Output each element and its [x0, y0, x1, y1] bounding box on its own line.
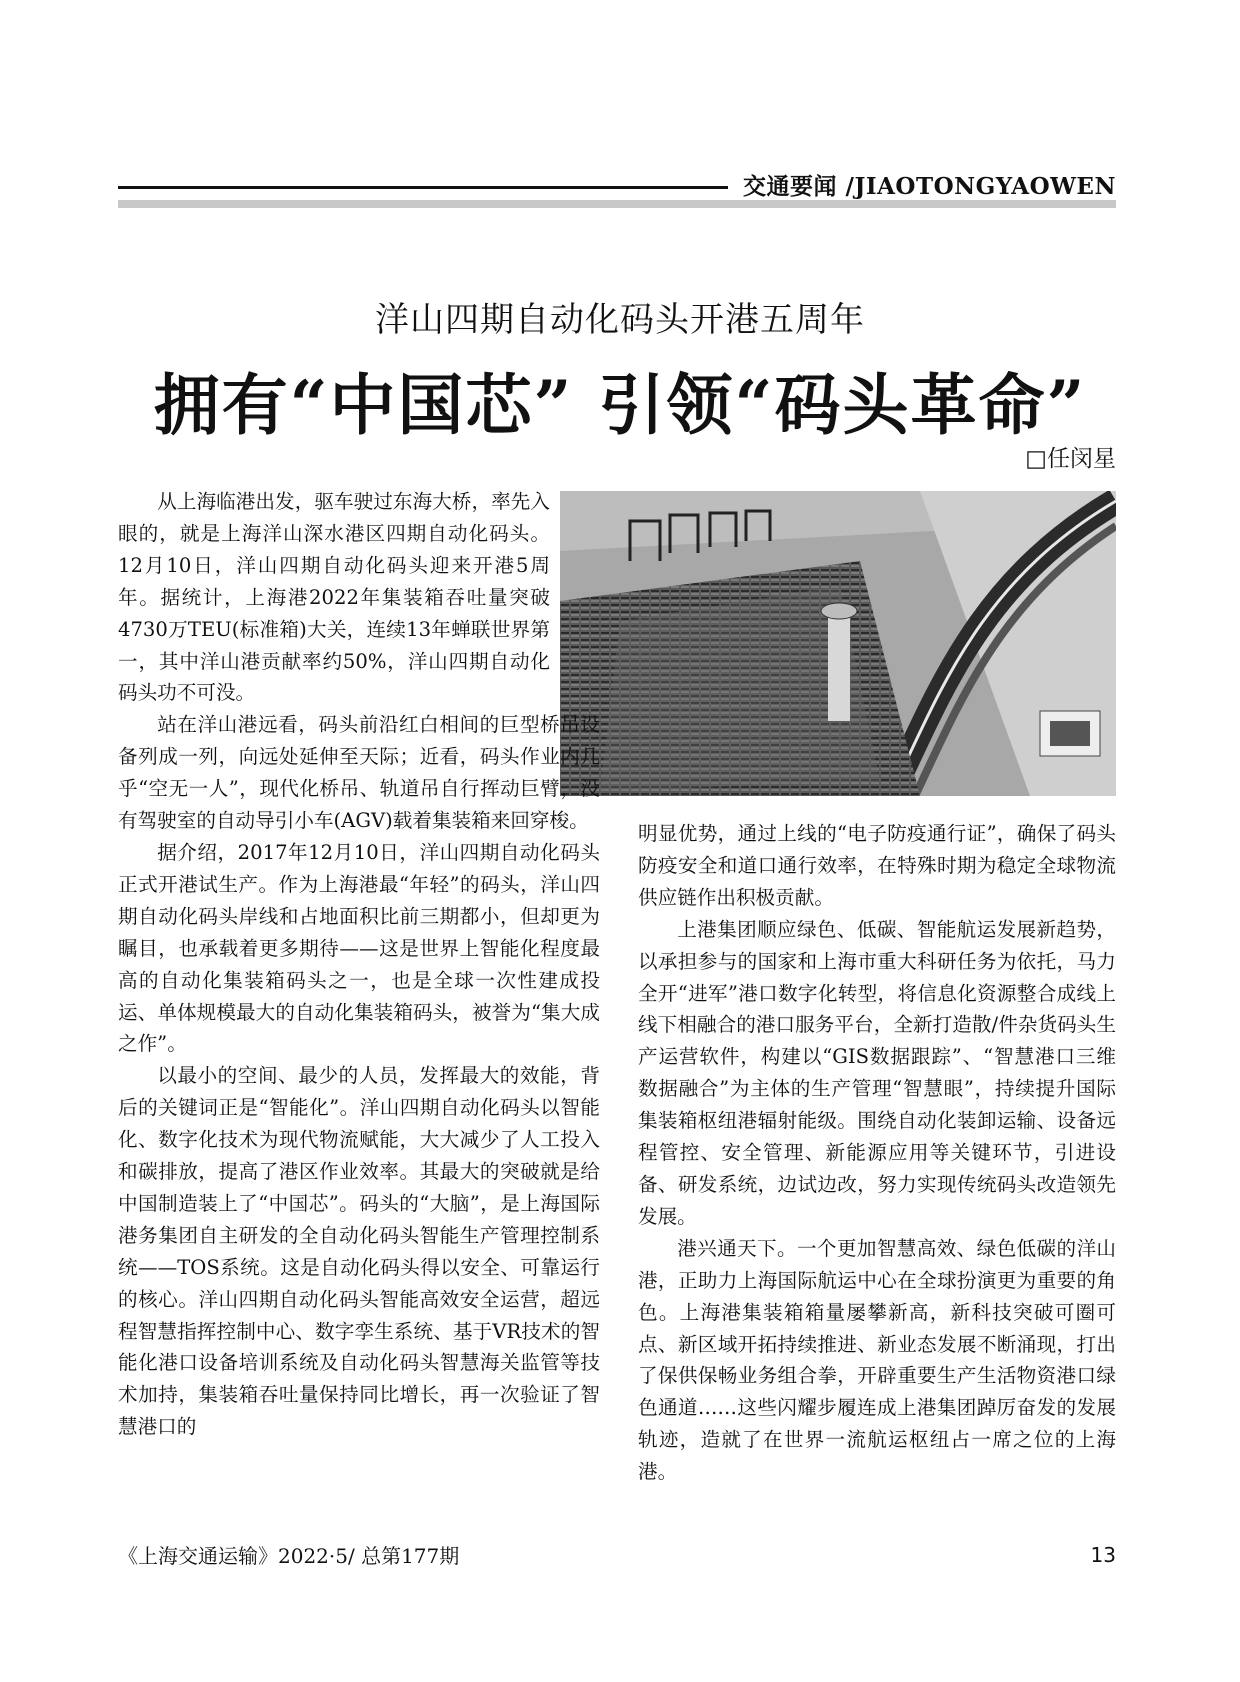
article-subtitle: 洋山四期自动化码头开港五周年: [375, 300, 865, 340]
page-number: 13: [1090, 1543, 1116, 1567]
port-aerial-photo: [560, 491, 1116, 796]
port-photo-illustration: [560, 491, 1116, 796]
paragraph-3: 据介绍，2017年12月10日，洋山四期自动化码头正式开港试生产。作为上海港最“年轻”的码头，洋山四期自动化码头岸线和占地面积比前三期都小，但却更为瞩目，也承载着更多期待——这是世界上智能化程度最高的自动化集装箱码头之一，也是全球一次性建成投运、单体规模最大的自动化集装箱码头，被誉为“集大成之作”。: [118, 840, 600, 1056]
journal-citation: 《上海交通运输》2022·5/ 总第177期: [118, 1544, 460, 1568]
paragraph-6: 港兴通天下。一个更加智慧高效、绿色低碳的洋山港，正助力上海国际航运中心在全球扮演更为重要的角色。上海港集装箱箱量屡攀新高，新科技突破可圈可点、新区域开拓持续推进、新业态发展不断涌现，打出了保供保畅业务组合拳，开辟重要生产生活物资港口绿色通道……这些闪耀步履连成上港集团踔厉奋发的发展轨迹，造就了在世界一流航运枢纽占一席之位的上海港。: [638, 1236, 1116, 1484]
paragraph-1: 从上海临港出发，驱车驶过东海大桥，率先入眼的，就是上海洋山深水港区四期自动化码头。12月10日，洋山四期自动化码头迎来开港5周年。据统计，上海港2022年集装箱吞吐量突破4730万TEU(标准箱)大关，连续13年蝉联世界第一，其中洋山港贡献率约50%，洋山四期自动化码头功不可没。: [118, 490, 550, 705]
paragraph-4: 以最小的空间、最少的人员，发挥最大的效能，背后的关键词正是“智能化”。洋山四期自动化码头以智能化、数字化技术为现代物流赋能，大大减少了人工投入和碳排放，提高了港区作业效率。其最大的突破就是给中国制造装上了“中国芯”。码头的“大脑”，是上海国际港务集团自主研发的全自动化码头智能生产管理控制系统——TOS系统。这是自动化码头得以安全、可靠运行的核心。洋山四期自动化码头智能高效安全运营，超远程智慧指挥控制中心、数字孪生系统、基于VR技术的智能化港口设备培训系统及自动化码头智慧海关监管等技术加持，集装箱吞吐量保持同比增长，再一次验证了智慧港口的: [118, 1064, 600, 1439]
article-column-right: [638, 818, 1116, 1488]
paragraph-4-continued: 明显优势，通过上线的“电子防疫通行证”，确保了码头防疫安全和道口通行效率，在特殊时期为稳定全球物流供应链作出积极贡献。: [638, 822, 1116, 909]
header-rule: [118, 186, 728, 189]
paragraph-2: 站在洋山港远看，码头前沿红白相间的巨型桥吊设备列成一列，向远处延伸至天际；近看，码头作业内几乎“空无一人”，现代化桥吊、轨道吊自行挥动巨臂，没有驾驶室的自动导引小车(AGV)载着集装箱来回穿梭。: [118, 713, 600, 833]
section-title: 交通要闻 /JIAOTONGYAOWEN: [743, 173, 1116, 200]
article-author: □任闵星: [1025, 446, 1116, 472]
section-header: [118, 166, 1116, 212]
article-column-left: [118, 486, 600, 1443]
header-gray-band: [118, 200, 1116, 208]
paragraph-5: 上港集团顺应绿色、低碳、智能航运发展新趋势，以承担参与的国家和上海市重大科研任务为依托，马力全开“进军”港口数字化转型，将信息化资源整合成线上线下相融合的港口服务平台，全新打造散/件杂货码头生产运营软件，构建以“GIS数据跟踪”、“智慧港口三维数据融合”为主体的生产管理“智慧眼”，持续提升国际集装箱枢纽港辐射能级。围绕自动化装卸运输、设备远程管控、安全管理、新能源应用等关键环节，引进设备、研发系统，边试边改，努力实现传统码头改造领先发展。: [638, 917, 1116, 1228]
article-title: 拥有“中国芯” 引领“码头革命”: [153, 366, 1087, 444]
